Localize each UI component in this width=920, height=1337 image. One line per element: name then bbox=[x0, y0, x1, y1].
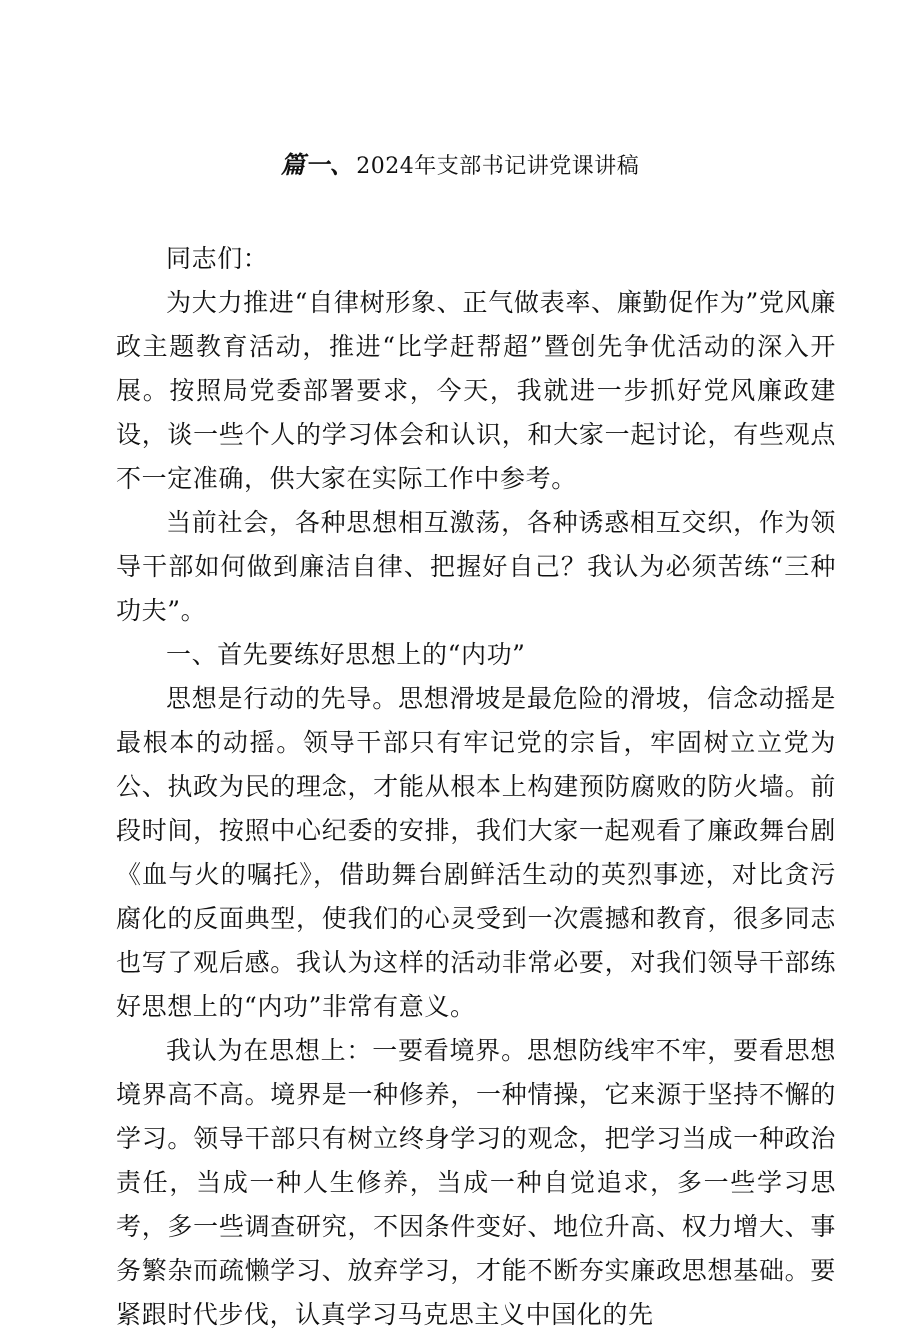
document-title bbox=[0, 148, 920, 184]
paragraph-thought: 思想是行动的先导。思想滑坡是最危险的滑坡，信念动摇是最根本的动摇。领导干部只有牢记党的宗旨，牢固树立立党为公、执政为民的理念，才能从根本上构建预防腐败的防火墙。前段时间，按照中心纪委的安排，我们大家一起观看了廉政舞台剧《血与火的嘱托》，借助舞台剧鲜活生动的英烈事迹，对比贪污腐化的反面典型，使我们的心灵受到一次震撼和教育，很多同志也写了观后感。我认为这样的活动非常必要，对我们领导干部练好思想上的“内功”非常有意义。 bbox=[116, 684, 836, 1021]
section-heading-1: 一、首先要练好思想上的“内功” bbox=[166, 640, 526, 669]
salutation: 同志们： bbox=[166, 244, 269, 273]
paragraph-realm: 我认为在思想上：一要看境界。思想防线牢不牢，要看思想境界高不高。境界是一种修养，一种情操，它来源于坚持不懈的学习。领导干部只有树立终身学习的观念，把学习当成一种政治责任，当成一种人生修养，当成一种自觉追求，多一些学习思考，多一些调查研究，不因条件变好、地位升高、权力增大、事务繁杂而疏懒学习、放弃学习，才能不断夯实廉政思想基础。要紧跟时代步伐，认真学习马克思主义中国化的先 bbox=[116, 1036, 836, 1329]
paragraph-intro: 为大力推进“自律树形象、正气做表率、廉勤促作为”党风廉政主题教育活动，推进“比学赶帮超”暨创先争优活动的深入开展。按照局党委部署要求，今天，我就进一步抓好党风廉政建设，谈一些个人的学习体会和认识，和大家一起讨论，有些观点不一定准确，供大家在实际工作中参考。 bbox=[116, 288, 836, 493]
document-body bbox=[116, 237, 836, 1337]
title-main: 2024年支部书记讲党课讲稿 bbox=[356, 154, 640, 179]
paragraph-context: 当前社会，各种思想相互激荡，各种诱惑相互交织，作为领导干部如何做到廉洁自律、把握好自己？我认为必须苦练“三种功夫”。 bbox=[116, 508, 836, 625]
title-prefix: 篇一、 bbox=[280, 150, 355, 179]
